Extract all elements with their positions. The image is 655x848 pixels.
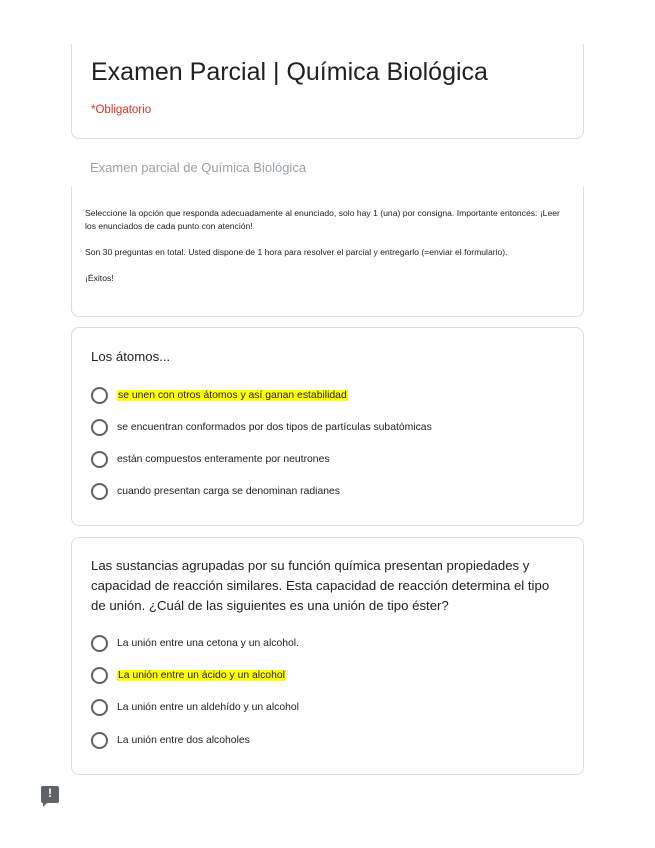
radio-option[interactable] [91, 481, 340, 501]
radio-button[interactable] [91, 635, 108, 652]
option-label: La unión entre dos alcoholes [117, 734, 250, 746]
radio-button[interactable] [91, 419, 108, 436]
question-card [71, 537, 584, 775]
description-paragraph: Seleccione la opción que responda adecuadamente al enunciado, solo hay 1 (una) por consigna. Importante entonces: ¡Leer los enunciados de cada punto con atención! [85, 208, 560, 231]
required-note: *Obligatorio [91, 104, 152, 116]
option-label: están compuestos enteramente por neutrones [117, 453, 330, 465]
option-label: La unión entre una cetona y un alcohol. [117, 637, 299, 649]
option-label: La unión entre un ácido y un alcohol [118, 669, 285, 681]
radio-button[interactable] [91, 483, 108, 500]
form-title: Examen Parcial | Química Biológica [91, 58, 488, 86]
option-label: La unión entre un aldehído y un alcohol [117, 701, 299, 713]
radio-option[interactable] [91, 665, 286, 685]
description-paragraph: ¡Éxitos! [85, 273, 114, 283]
option-label: se encuentran conformados por dos tipos de partículas subatómicas [117, 421, 432, 433]
section-title: Examen parcial de Química Biológica [90, 160, 307, 175]
radio-button[interactable] [91, 732, 108, 749]
radio-button[interactable] [91, 451, 108, 468]
description-paragraph: Son 30 preguntas en total. Usted dispone de 1 hora para resolver el parcial y entregarlo (=enviar el formulario). [85, 247, 508, 257]
radio-option[interactable] [91, 697, 299, 717]
radio-option[interactable] [91, 385, 348, 405]
section-description-card [71, 187, 584, 317]
radio-button[interactable] [91, 667, 108, 684]
question-title: Los átomos... [91, 349, 171, 364]
radio-button[interactable] [91, 699, 108, 716]
section-description [85, 207, 565, 298]
form-header-card [71, 44, 584, 139]
radio-option[interactable] [91, 730, 250, 750]
radio-option[interactable] [91, 449, 330, 469]
option-label: se unen con otros átomos y así ganan estabilidad [118, 389, 347, 401]
question-title: Las sustancias agrupadas por su función química presentan propiedades y capacidad de reacción similares. Esta capacidad de reacción determina el tipo de unión. ¿Cuál de las siguientes es una unión de tipo éster? [91, 558, 550, 613]
radio-option[interactable] [91, 633, 299, 653]
feedback-icon[interactable]: ! [41, 786, 59, 803]
question-card [71, 327, 584, 526]
option-label: cuando presentan carga se denominan radianes [117, 485, 340, 497]
radio-button[interactable] [91, 387, 108, 404]
radio-option[interactable] [91, 417, 432, 437]
